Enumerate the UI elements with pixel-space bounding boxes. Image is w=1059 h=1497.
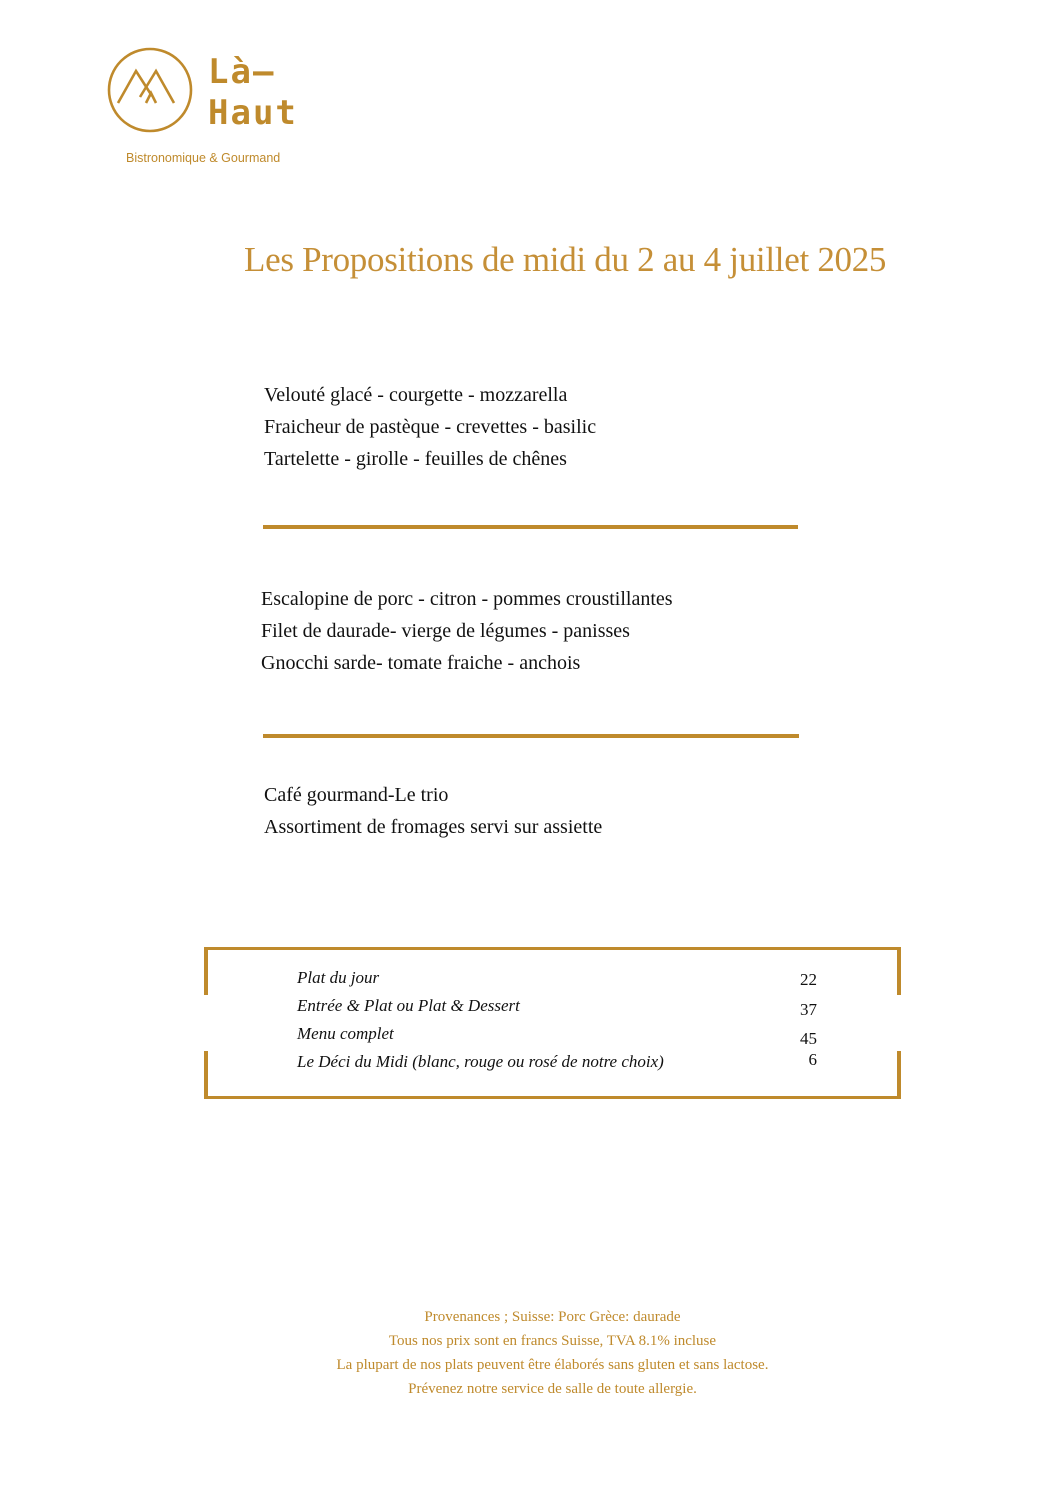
page-title: Les Propositions de midi du 2 au 4 juillet 2025 [244,240,887,279]
brand-name-line-2: Haut [208,93,298,133]
footer-notes [0,1305,1059,1401]
price-box-border [204,1051,208,1099]
list-item: Filet de daurade- vierge de légumes - panisses [261,620,630,642]
list-item: Café gourmand-Le trio [264,784,449,806]
brand-tagline: Bistronomique & Gourmand [126,151,281,165]
footer-line: Provenances ; Suisse: Porc Grèce: daurade [424,1309,681,1325]
price-box-border [204,947,208,995]
price-label: Le Déci du Midi (blanc, rouge ou rosé de notre choix) [297,1052,664,1071]
logo [106,46,296,176]
list-item: Assortiment de fromages servi sur assiette [264,816,603,838]
price-box-border [204,1096,901,1099]
price-value: 37 [800,1000,817,1019]
list-item: Escalopine de porc - citron - pommes croustillantes [261,588,673,610]
list-item: Fraicheur de pastèque - crevettes - basilic [264,416,597,438]
brand-name-line-1: Là— [208,52,276,92]
price-label: Menu complet [297,1024,394,1043]
brand-name [208,52,298,134]
desserts-list [264,779,602,843]
price-label: Plat du jour [297,968,380,987]
price-value: 22 [800,970,817,989]
price-label: Entrée & Plat ou Plat & Dessert [297,996,520,1015]
price-box-border [897,947,901,995]
section-divider [263,734,799,738]
price-box-border [204,947,901,950]
list-item: Tartelette - girolle - feuilles de chênes [264,448,567,470]
price-value: 45 [800,1029,817,1048]
price-box [204,947,901,1099]
footer-line: La plupart de nos plats peuvent être élaborés sans gluten et sans lactose. [336,1357,769,1373]
price-value: 6 [808,1050,817,1069]
footer-line: Prévenez notre service de salle de toute allergie. [408,1381,697,1397]
mountain-circle-icon [106,46,196,136]
price-box-border [897,1051,901,1099]
section-divider [263,525,798,529]
starters-list [264,379,596,475]
list-item: Velouté glacé - courgette - mozzarella [264,384,568,406]
list-item: Gnocchi sarde- tomate fraiche - anchois [261,652,581,674]
mains-list [261,583,673,679]
footer-line: Tous nos prix sont en francs Suisse, TVA 8.1% incluse [388,1333,717,1349]
